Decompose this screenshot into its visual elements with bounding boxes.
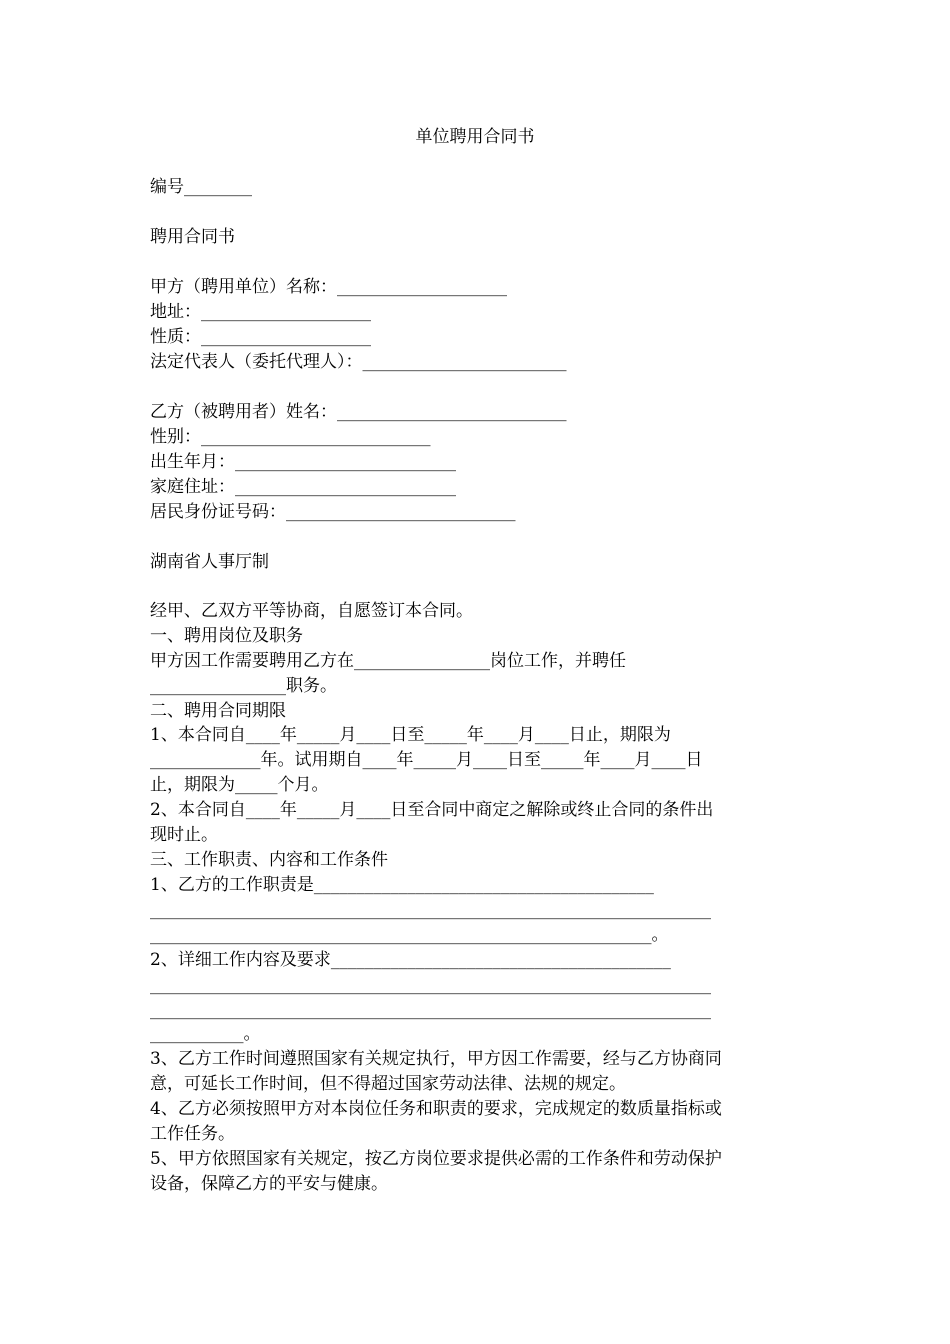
party-b-name-line: 乙方（被聘用者）姓名：___________________________ bbox=[150, 402, 567, 422]
section3-heading: 三、工作职责、内容和工作条件 bbox=[150, 850, 388, 870]
section3-clause2-line: __________________________________________________________________ bbox=[150, 1000, 711, 1020]
party-a-legal-rep-line: 法定代表人（委托代理人）：________________________ bbox=[150, 352, 567, 372]
number-line: 编号________ bbox=[150, 177, 252, 197]
section1-line: 甲方因工作需要聘用乙方在________________岗位工作，并聘任 bbox=[150, 651, 626, 671]
section2-clause2-line: 现时止。 bbox=[150, 825, 218, 845]
section3-clause5-line: 5、甲方依照国家有关规定，按乙方岗位要求提供必需的工作条件和劳动保护 bbox=[150, 1149, 722, 1169]
section2-clause2-line: 2、本合同自____年_____月____日至合同中商定之解除或终止合同的条件出 bbox=[150, 800, 714, 820]
section3-clause3-line: 3、乙方工作时间遵照国家有关规定执行，甲方因工作需要，经与乙方协商同 bbox=[150, 1049, 722, 1069]
section3-clause1-line: ___________________________________________________________。 bbox=[150, 925, 669, 945]
section3-clause1-line: 1、乙方的工作职责是________________________________________ bbox=[150, 875, 654, 895]
party-a-address-line: 地址：____________________ bbox=[150, 302, 371, 322]
section3-clause4-line: 4、乙方必须按照甲方对本岗位任务和职责的要求，完成规定的数质量指标或 bbox=[150, 1099, 722, 1119]
section1-heading: 一、聘用岗位及职务 bbox=[150, 626, 303, 646]
section3-clause1-line: __________________________________________________________________ bbox=[150, 900, 711, 920]
party-b-gender-line: 性别：___________________________ bbox=[150, 427, 431, 447]
party-b-birth-line: 出生年月：__________________________ bbox=[150, 452, 456, 472]
document-title: 单位聘用合同书 bbox=[415, 127, 535, 147]
section3-clause5-line: 设备，保障乙方的平安与健康。 bbox=[150, 1174, 388, 1194]
party-b-home-address-line: 家庭住址：__________________________ bbox=[150, 477, 456, 497]
section3-clause2-line: ___________。 bbox=[150, 1024, 261, 1044]
party-a-name-line: 甲方（聘用单位）名称：____________________ bbox=[150, 277, 507, 297]
section1-line: ________________职务。 bbox=[150, 676, 337, 696]
issuer-line: 湖南省人事厅制 bbox=[150, 552, 269, 572]
party-b-id-number-line: 居民身份证号码：___________________________ bbox=[150, 502, 516, 522]
section2-clause1-line: 止，期限为_____个月。 bbox=[150, 775, 329, 795]
section3-clause2-line: 2、详细工作内容及要求________________________________________ bbox=[150, 950, 671, 970]
intro-line: 经甲、乙双方平等协商，自愿签订本合同。 bbox=[150, 601, 473, 621]
party-a-nature-line: 性质：____________________ bbox=[150, 327, 371, 347]
subtitle: 聘用合同书 bbox=[150, 227, 235, 247]
section3-clause2-line: __________________________________________________________________ bbox=[150, 975, 711, 995]
section3-clause3-line: 意，可延长工作时间，但不得超过国家劳动法律、法规的规定。 bbox=[150, 1074, 626, 1094]
section3-clause4-line: 工作任务。 bbox=[150, 1124, 235, 1144]
section2-clause1-line: _____________年。试用期自____年_____月____日至_____年____月____日 bbox=[150, 750, 703, 770]
section2-heading: 二、聘用合同期限 bbox=[150, 701, 286, 721]
section2-clause1-line: 1、本合同自____年_____月____日至_____年____月____日止，期限为 bbox=[150, 725, 671, 745]
